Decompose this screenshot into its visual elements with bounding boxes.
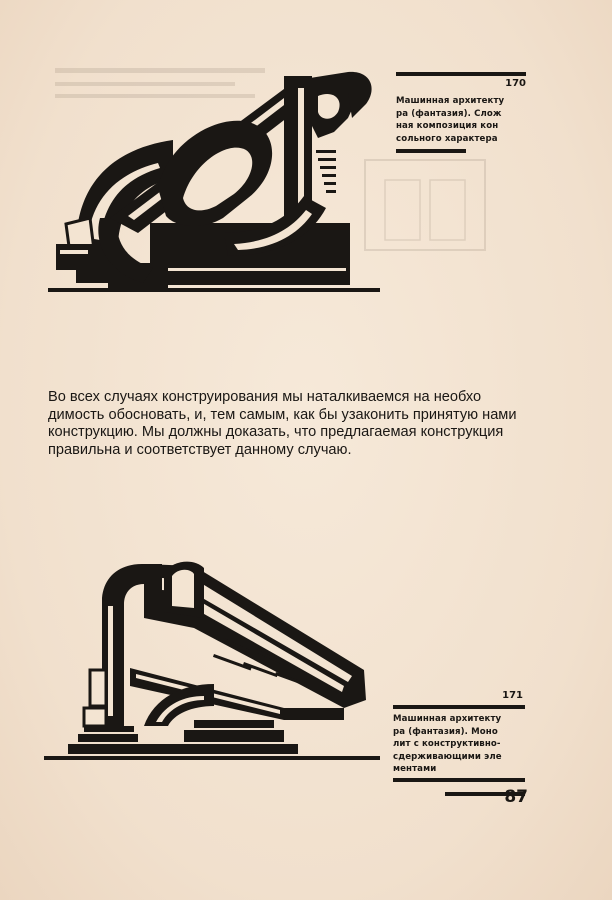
caption-line: сдерживающими эле [393,751,502,762]
figure-caption [393,713,523,776]
paragraph-line: димость обосновать, и, тем самым, как бы узаконить принятую нами [48,406,517,423]
figure-caption [396,95,526,145]
caption-line: ная композиция кон [396,121,499,131]
figure-170-illustration [48,68,383,300]
caption-line: лит с конструктивно- [393,739,501,749]
figure-number: 171 [502,690,523,701]
caption-line: ментами [393,764,437,774]
figure-170-caption-block [396,72,526,153]
caption-line: ра (фантазия). Слож [396,108,502,119]
caption-top-rule [396,72,526,76]
paragraph-line: правильна и соответствует данному случаю. [48,441,352,458]
page-number: 87 [504,787,528,807]
caption-line: ра (фантазия). Моно [393,726,498,737]
caption-line: Машинная архитекту [393,714,502,724]
caption-line: Машинная архитекту [396,96,505,106]
caption-line: сольного характера [396,133,498,144]
figure-number: 170 [505,78,526,89]
figure-171-illustration [44,558,384,768]
caption-bottom-rule [396,149,466,153]
body-paragraph [48,389,548,459]
figure-171-caption-block [393,688,523,796]
caption-bottom-rule [393,778,525,782]
paragraph-line: Во всех случаях конструирования мы наталкиваемся на необхо [48,389,482,405]
paragraph-line: конструкцию. Мы должны доказать, что предлагаемая конструкция [48,424,504,441]
caption-top-rule [393,705,525,709]
